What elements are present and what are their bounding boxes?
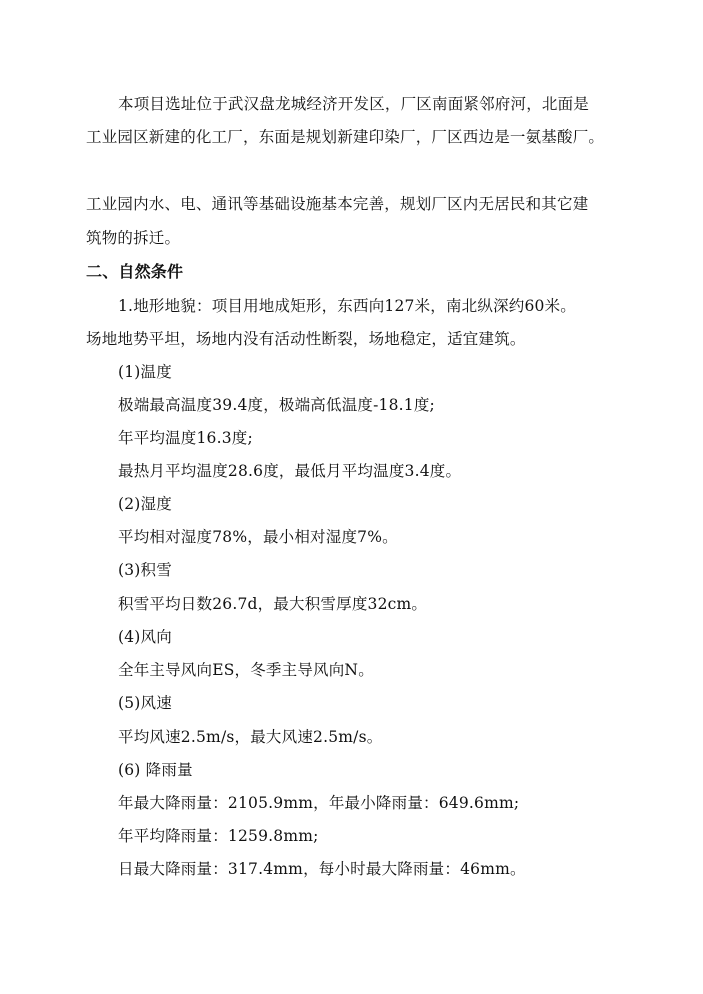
wind-speed-line-1: 平均风速2.5m/s，最大风速2.5m/s。 <box>118 728 383 746</box>
rainfall-line-2: 年平均降雨量：1259.8mm; <box>118 827 319 845</box>
humidity-line-1: 平均相对湿度78%，最小相对湿度7%。 <box>118 528 398 546</box>
terrain-line-1: 1.地形地貌：项目用地成矩形，东西向127米，南北纵深约60米。 <box>118 297 576 315</box>
terrain-line-2: 场地地势平坦，场地内没有活动性断裂，场地稳定，适宜建筑。 <box>86 330 526 348</box>
rainfall-heading: (6) 降雨量 <box>118 761 193 779</box>
paragraph-infrastructure-line-1: 工业园内水、电、通讯等基础设施基本完善，规划厂区内无居民和其它建 <box>86 195 589 213</box>
section-heading-natural-conditions: 二、自然条件 <box>86 262 184 281</box>
snow-line-1: 积雪平均日数26.7d，最大积雪厚度32cm。 <box>118 595 428 613</box>
wind-direction-line-1: 全年主导风向ES，冬季主导风向N。 <box>118 661 374 679</box>
wind-direction-heading: (4)风向 <box>118 628 172 646</box>
snow-heading: (3)积雪 <box>118 561 172 579</box>
temperature-line-1: 极端最高温度39.4度，极端高低温度-18.1度; <box>118 396 435 414</box>
rainfall-line-1: 年最大降雨量：2105.9mm，年最小降雨量：649.6mm; <box>118 794 520 812</box>
temperature-heading: (1)温度 <box>118 363 172 381</box>
paragraph-site-line-1: 本项目选址位于武汉盘龙城经济开发区，厂区南面紧邻府河，北面是 <box>118 95 590 113</box>
temperature-line-3: 最热月平均温度28.6度，最低月平均温度3.4度。 <box>118 462 462 480</box>
temperature-line-2: 年平均温度16.3度; <box>118 429 253 447</box>
rainfall-line-3: 日最大降雨量：317.4mm，每小时最大降雨量：46mm。 <box>118 860 526 878</box>
humidity-heading: (2)湿度 <box>118 495 172 513</box>
paragraph-site-line-2: 工业园区新建的化工厂，东面是规划新建印染厂，厂区西边是一氨基酸厂。 <box>86 128 605 146</box>
paragraph-infrastructure-line-2: 筑物的拆迁。 <box>86 229 181 247</box>
wind-speed-heading: (5)风速 <box>118 694 172 712</box>
